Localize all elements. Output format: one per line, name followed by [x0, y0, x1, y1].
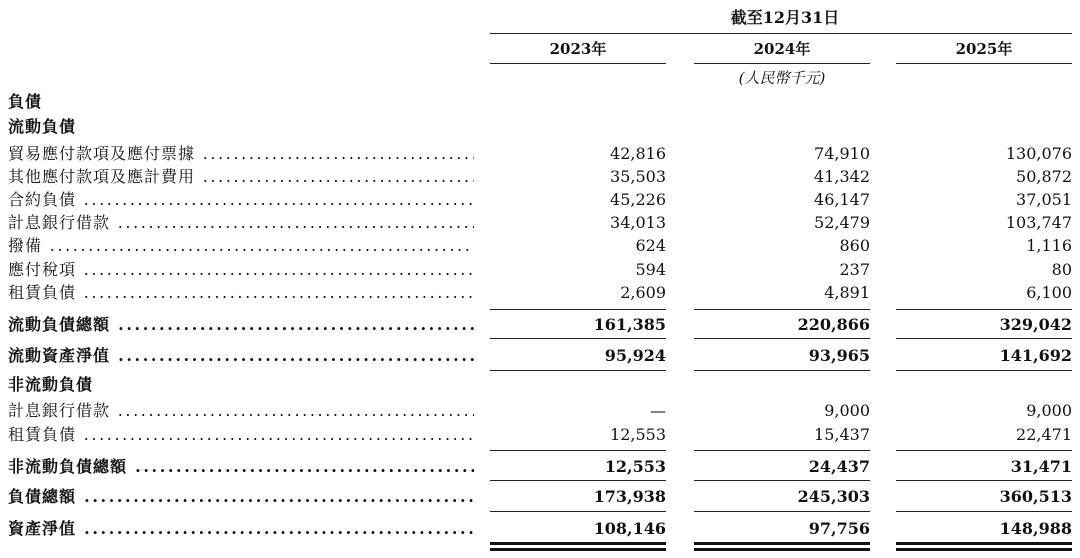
row-value-3: 148,988 — [999, 519, 1072, 538]
table-row — [0, 400, 1080, 421]
row-value-3: 80 — [1051, 260, 1072, 279]
table-row — [0, 235, 1080, 256]
column-rule — [490, 370, 666, 371]
row-value-1: 161,385 — [593, 315, 666, 334]
row-label: 流動資產淨值 ..... — [8, 345, 474, 366]
year-rule-2025 — [896, 63, 1072, 64]
row-value-2: 41,342 — [814, 167, 870, 186]
period-header: 截至12月31日 — [730, 8, 840, 27]
row-value-1: 624 — [635, 236, 666, 255]
row-label: 其他應付款項及應計費用 ..... — [8, 166, 474, 187]
row-value-2 — [694, 116, 870, 137]
row-label: 計息銀行借款 ..... — [8, 400, 474, 421]
row-value-1: 12,553 — [610, 425, 666, 444]
column-rule — [694, 511, 870, 512]
column-rule — [490, 542, 666, 545]
column-rule — [490, 480, 666, 481]
column-rule — [694, 542, 870, 545]
table-row — [0, 374, 1080, 395]
table-row — [0, 116, 1080, 137]
table-row — [0, 518, 1080, 539]
row-value-1 — [490, 116, 666, 137]
row-label: 資產淨值 ..... — [8, 518, 474, 539]
row-value-1: 34,013 — [610, 213, 666, 232]
column-rule — [896, 511, 1072, 512]
column-rule — [896, 480, 1072, 481]
year-header-2023: 2023年 — [549, 40, 607, 58]
row-value-2: 74,910 — [814, 144, 870, 163]
row-value-2: 220,866 — [797, 315, 870, 334]
row-value-1: 12,553 — [604, 457, 666, 476]
table-row — [0, 189, 1080, 210]
row-value-2: 46,147 — [814, 190, 870, 209]
row-value-2: 97,756 — [808, 519, 870, 538]
row-value-2: 9,000 — [824, 401, 870, 420]
table-row — [0, 314, 1080, 335]
table-row — [0, 486, 1080, 507]
row-value-2 — [694, 374, 870, 395]
row-label: 非流動負債 — [8, 375, 94, 394]
table-row — [0, 424, 1080, 445]
row-value-1: 108,146 — [593, 519, 666, 538]
row-value-2: 93,965 — [808, 346, 870, 365]
row-label: 租賃負債 ..... — [8, 424, 474, 445]
row-value-3: 37,051 — [1016, 190, 1072, 209]
row-value-3: 31,471 — [1010, 457, 1072, 476]
table-row — [0, 456, 1080, 477]
row-label: 合約負債 ..... — [8, 189, 474, 210]
row-value-2: 24,437 — [808, 457, 870, 476]
row-value-2: 860 — [839, 236, 870, 255]
row-value-3: 329,042 — [999, 315, 1072, 334]
row-value-3: 22,471 — [1016, 425, 1072, 444]
row-value-1 — [490, 91, 666, 112]
column-rule — [490, 511, 666, 512]
column-rule — [490, 548, 666, 551]
column-rule — [896, 370, 1072, 371]
row-value-3: 9,000 — [1026, 401, 1072, 420]
row-value-2 — [694, 91, 870, 112]
column-rule — [896, 309, 1072, 310]
column-rule — [896, 338, 1072, 339]
table-row — [0, 282, 1080, 303]
column-rule — [694, 309, 870, 310]
row-value-1: — — [650, 401, 666, 420]
row-label: 應付稅項 ..... — [8, 259, 474, 280]
table-row — [0, 166, 1080, 187]
column-rule — [896, 542, 1072, 545]
row-value-3: 360,513 — [999, 487, 1072, 506]
table-row — [0, 345, 1080, 366]
row-value-1: 45,226 — [610, 190, 666, 209]
row-label: 租賃負債 ..... — [8, 282, 474, 303]
row-label: 負債總額 ..... — [8, 486, 474, 507]
row-value-1: 2,609 — [620, 283, 666, 302]
table-row — [0, 91, 1080, 112]
column-rule — [694, 450, 870, 451]
table-row — [0, 212, 1080, 233]
row-value-3: 6,100 — [1026, 283, 1072, 302]
row-label: 流動負債 — [8, 117, 77, 136]
column-rule — [490, 450, 666, 451]
row-value-3 — [896, 91, 1072, 112]
row-value-3: 141,692 — [999, 346, 1072, 365]
row-value-3: 50,872 — [1016, 167, 1072, 186]
row-value-1 — [490, 374, 666, 395]
column-rule — [694, 338, 870, 339]
column-rule — [490, 309, 666, 310]
row-label: 撥備 ..... — [8, 235, 474, 256]
period-header-rule — [490, 33, 1072, 34]
table-row — [0, 259, 1080, 280]
column-rule — [694, 480, 870, 481]
row-label: 計息銀行借款 ..... — [8, 212, 474, 233]
row-value-1: 95,924 — [604, 346, 666, 365]
row-value-1: 42,816 — [610, 144, 666, 163]
currency-unit: (人民幣千元) — [738, 69, 826, 87]
row-value-3: 130,076 — [1005, 144, 1072, 163]
column-rule — [896, 450, 1072, 451]
row-label: 貿易應付款項及應付票據 ..... — [8, 143, 474, 164]
row-value-2: 15,437 — [814, 425, 870, 444]
row-value-3: 1,116 — [1026, 236, 1072, 255]
year-rule-2023 — [490, 63, 666, 64]
year-rule-2024 — [694, 63, 870, 64]
row-value-3 — [896, 374, 1072, 395]
column-rule — [694, 548, 870, 551]
column-rule — [694, 370, 870, 371]
column-rule — [490, 338, 666, 339]
row-value-1: 35,503 — [610, 167, 666, 186]
year-header-2024: 2024年 — [753, 40, 811, 58]
column-rule — [896, 548, 1072, 551]
row-value-2: 237 — [839, 260, 870, 279]
row-value-2: 52,479 — [814, 213, 870, 232]
row-value-1: 594 — [635, 260, 666, 279]
row-value-3 — [896, 116, 1072, 137]
row-value-2: 4,891 — [824, 283, 870, 302]
row-label: 負債 — [8, 92, 43, 111]
row-label: 非流動負債總額 ..... — [8, 456, 474, 477]
row-value-3: 103,747 — [1005, 213, 1072, 232]
row-value-1: 173,938 — [593, 487, 666, 506]
row-label: 流動負債總額 ..... — [8, 314, 474, 335]
year-header-2025: 2025年 — [955, 40, 1013, 58]
row-value-2: 245,303 — [797, 487, 870, 506]
table-row — [0, 143, 1080, 164]
